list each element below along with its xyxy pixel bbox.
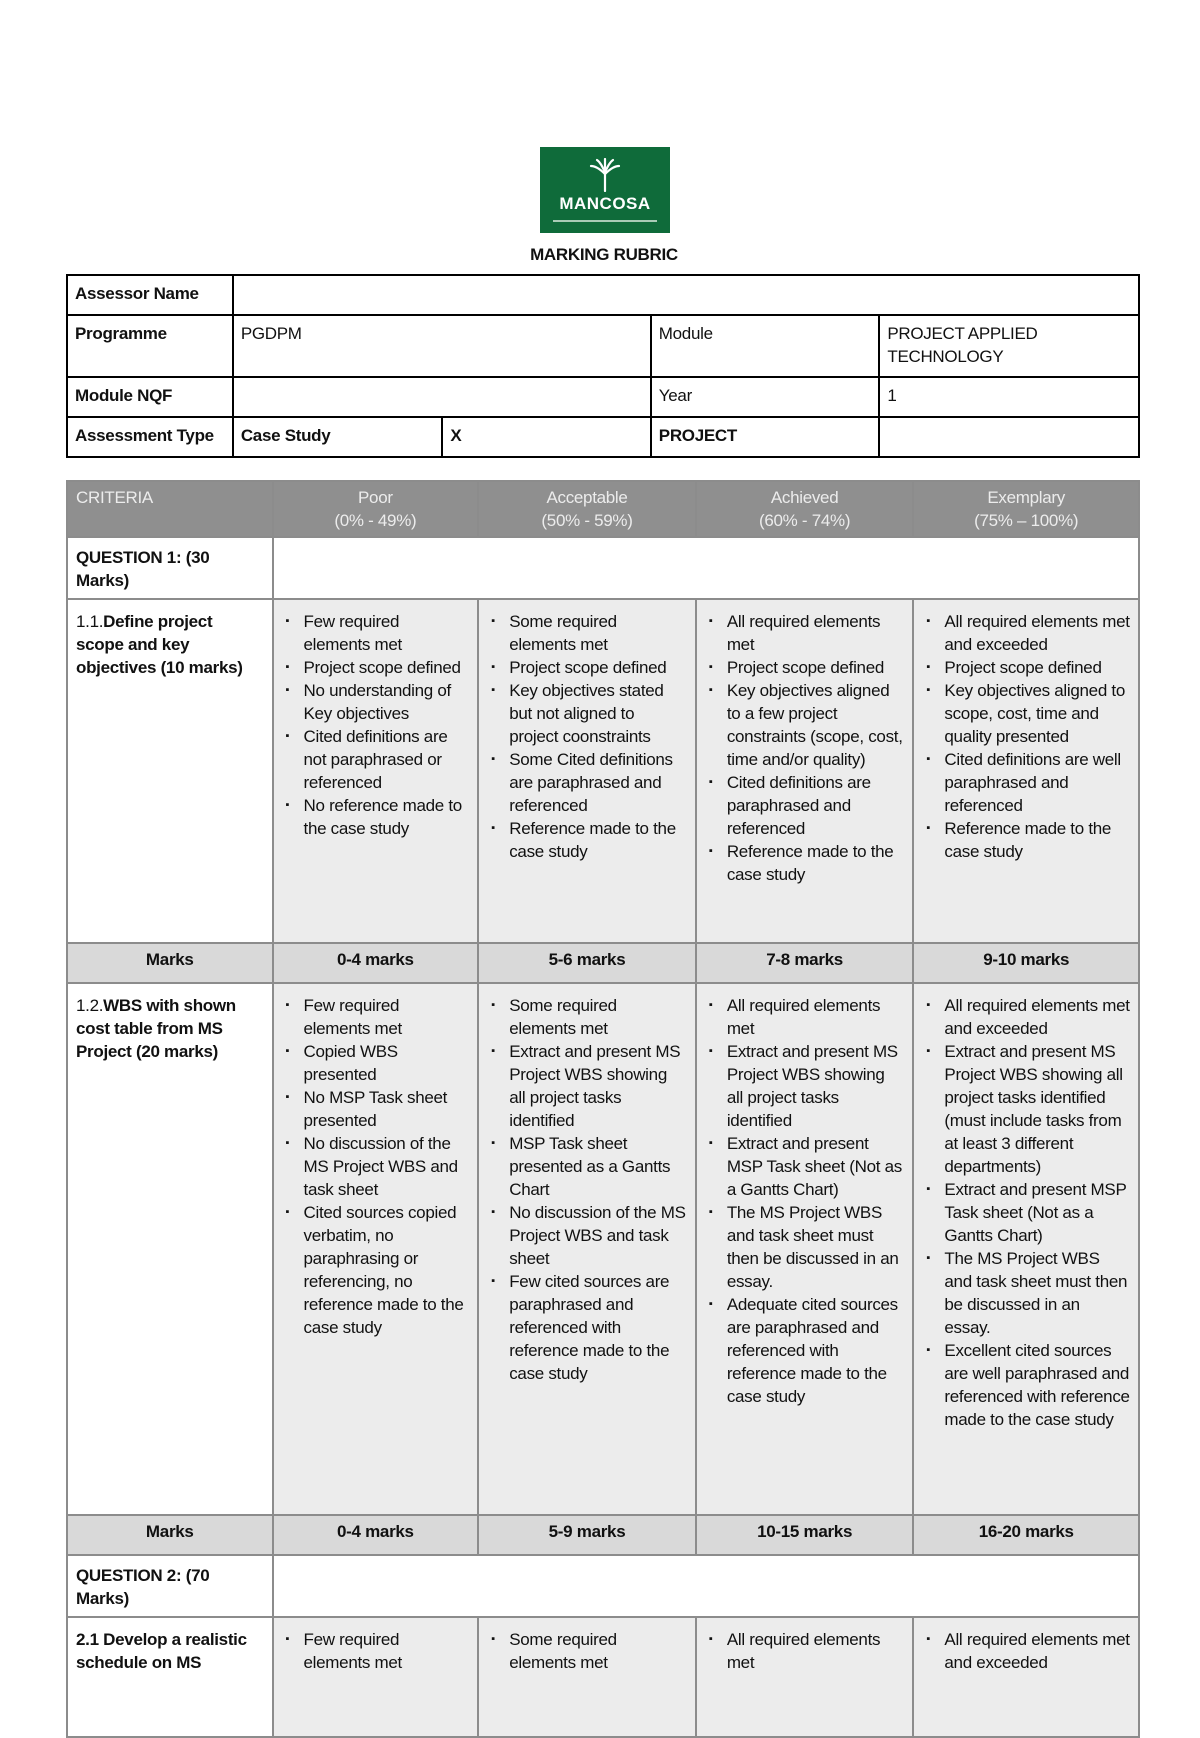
criteria-bullet: ▪ The MS Project WBS and task sheet must then be discussed in an essay. bbox=[727, 1201, 905, 1293]
criteria-bullet: ▪ Few required elements met bbox=[304, 994, 470, 1040]
criteria-bullet: ▪ Extract and present MS Project WBS showing all project tasks identified (must include tasks from at least 3 different departments) bbox=[944, 1040, 1130, 1178]
marks-exemplary: 9-10 marks bbox=[913, 943, 1139, 983]
assessment-type-label: Assessment Type bbox=[67, 417, 233, 457]
criteria-bullet: ▪ Key objectives aligned to a few project constraints (scope, cost, time and/or quality) bbox=[727, 679, 905, 771]
criteria-bullet: ▪ All required elements met and exceeded bbox=[944, 1628, 1130, 1674]
criterion-2-1-poor bbox=[282, 1628, 470, 1674]
criterion-1-2-text: WBS with shown cost table from MS Project (20 marks) bbox=[76, 996, 236, 1061]
marks-acceptable: 5-6 marks bbox=[478, 943, 696, 983]
criterion-1-2-exemplary bbox=[922, 994, 1130, 1431]
criterion-1-1-poor bbox=[282, 610, 470, 840]
criteria-bullet: ▪ Reference made to the case study bbox=[509, 817, 687, 863]
question-1-label: QUESTION 1: (30 Marks) bbox=[67, 537, 273, 599]
exemplary-header bbox=[913, 481, 1139, 537]
criteria-bullet: ▪ MSP Task sheet presented as a Gantts Chart bbox=[509, 1132, 687, 1201]
criterion-1-2-achieved bbox=[705, 994, 905, 1408]
poor-label: Poor bbox=[358, 488, 393, 507]
criterion-1-2-title bbox=[67, 983, 273, 1515]
criteria-bullet: ▪ Reference made to the case study bbox=[727, 840, 905, 886]
criteria-bullet: ▪ All required elements met and exceeded bbox=[944, 994, 1130, 1040]
criterion-1-1-number: 1.1. bbox=[76, 612, 104, 631]
criteria-bullet: ▪ Extract and present MSP Task sheet (Not as a Gantts Chart) bbox=[944, 1178, 1130, 1247]
criteria-bullet: ▪ No discussion of the MS Project WBS and task sheet bbox=[304, 1132, 470, 1201]
logo-tagline bbox=[553, 220, 657, 222]
exemplary-label: Exemplary bbox=[987, 488, 1065, 507]
criteria-bullet: ▪ Cited definitions are well paraphrased and referenced bbox=[944, 748, 1130, 817]
question-1-spacer bbox=[273, 537, 1139, 599]
marks-row-2 bbox=[67, 1515, 1139, 1555]
marks-exemplary: 16-20 marks bbox=[913, 1515, 1139, 1555]
criterion-2-1-acceptable bbox=[487, 1628, 687, 1674]
project-mark[interactable] bbox=[879, 417, 1139, 457]
criteria-bullet: ▪ Some required elements met bbox=[509, 1628, 687, 1674]
criteria-bullet: ▪ Project scope defined bbox=[304, 656, 470, 679]
criteria-bullet: ▪ Adequate cited sources are paraphrased and referenced with reference made to the case study bbox=[727, 1293, 905, 1408]
criterion-1-2-number: 1.2. bbox=[76, 996, 104, 1015]
criterion-2-1-title: 2.1 Develop a realistic schedule on MS bbox=[67, 1617, 273, 1737]
poor-range: (0% - 49%) bbox=[334, 511, 417, 530]
marks-label: Marks bbox=[67, 1515, 273, 1555]
acceptable-label: Acceptable bbox=[546, 488, 628, 507]
marking-rubric-table bbox=[66, 480, 1140, 1738]
question-2-label: QUESTION 2: (70 Marks) bbox=[67, 1555, 273, 1617]
criteria-bullet: ▪ Few required elements met bbox=[304, 1628, 470, 1674]
criteria-bullet: ▪ All required elements met bbox=[727, 610, 905, 656]
criteria-bullet: ▪ The MS Project WBS and task sheet must then be discussed in an essay. bbox=[944, 1247, 1130, 1339]
marks-row-1 bbox=[67, 943, 1139, 983]
project-label: PROJECT bbox=[651, 417, 880, 457]
criterion-2-1-achieved bbox=[705, 1628, 905, 1674]
question-2-spacer bbox=[273, 1555, 1139, 1617]
tree-icon bbox=[585, 158, 625, 192]
criteria-bullet: ▪ Some required elements met bbox=[509, 994, 687, 1040]
case-study-mark[interactable]: X bbox=[442, 417, 650, 457]
criterion-1-1-achieved bbox=[705, 610, 905, 886]
assessment-info-table bbox=[66, 274, 1140, 458]
criterion-2-1-row bbox=[67, 1617, 1139, 1737]
module-label: Module bbox=[651, 315, 880, 377]
acceptable-range: (50% - 59%) bbox=[541, 511, 633, 530]
achieved-range: (60% - 74%) bbox=[759, 511, 851, 530]
programme-label: Programme bbox=[67, 315, 233, 377]
criteria-bullet: ▪ No reference made to the case study bbox=[304, 794, 470, 840]
marks-achieved: 10-15 marks bbox=[696, 1515, 914, 1555]
criteria-bullet: ▪ Project scope defined bbox=[727, 656, 905, 679]
criteria-bullet: ▪ Key objectives aligned to scope, cost, time and quality presented bbox=[944, 679, 1130, 748]
criterion-1-1-title bbox=[67, 599, 273, 943]
rubric-header-row bbox=[67, 481, 1139, 537]
criteria-bullet: ▪ No discussion of the MS Project WBS and task sheet bbox=[509, 1201, 687, 1270]
acceptable-header bbox=[478, 481, 696, 537]
criteria-bullet: ▪ Extract and present MSP Task sheet (Not as a Gantts Chart) bbox=[727, 1132, 905, 1201]
criteria-bullet: ▪ Cited sources copied verbatim, no paraphrasing or referencing, no reference made to the case study bbox=[304, 1201, 470, 1339]
page-title: MARKING RUBRIC bbox=[530, 245, 678, 264]
criteria-bullet: ▪ All required elements met and exceeded bbox=[944, 610, 1130, 656]
criteria-bullet: ▪ Cited definitions are paraphrased and referenced bbox=[727, 771, 905, 840]
criteria-bullet: ▪ No understanding of Key objectives bbox=[304, 679, 470, 725]
module-value: PROJECT APPLIED TECHNOLOGY bbox=[879, 315, 1139, 377]
case-study-label: Case Study bbox=[233, 417, 443, 457]
mancosa-logo bbox=[540, 147, 670, 233]
criteria-header: CRITERIA bbox=[67, 481, 273, 537]
marks-poor: 0-4 marks bbox=[273, 943, 479, 983]
criterion-1-2-poor bbox=[282, 994, 470, 1339]
achieved-label: Achieved bbox=[770, 488, 839, 507]
criterion-1-1-text: Define project scope and key objectives (10 marks) bbox=[76, 612, 243, 677]
criteria-bullet: ▪ Extract and present MS Project WBS showing all project tasks identified bbox=[727, 1040, 905, 1132]
marks-acceptable: 5-9 marks bbox=[478, 1515, 696, 1555]
criteria-bullet: ▪ Project scope defined bbox=[509, 656, 687, 679]
criteria-bullet: ▪ Some required elements met bbox=[509, 610, 687, 656]
criteria-bullet: ▪ Extract and present MS Project WBS showing all project tasks identified bbox=[509, 1040, 687, 1132]
criteria-bullet: ▪ All required elements met bbox=[727, 1628, 905, 1674]
assessor-name-label: Assessor Name bbox=[67, 275, 233, 315]
marks-poor: 0-4 marks bbox=[273, 1515, 479, 1555]
criteria-bullet: ▪ No MSP Task sheet presented bbox=[304, 1086, 470, 1132]
criterion-1-1-exemplary bbox=[922, 610, 1130, 863]
module-nqf-value[interactable] bbox=[233, 377, 651, 417]
marks-achieved: 7-8 marks bbox=[696, 943, 914, 983]
criterion-1-1-acceptable bbox=[487, 610, 687, 863]
logo-text: MANCOSA bbox=[559, 194, 651, 213]
criterion-1-2-acceptable bbox=[487, 994, 687, 1385]
criterion-1-1-row bbox=[67, 599, 1139, 943]
module-nqf-label: Module NQF bbox=[67, 377, 233, 417]
criteria-bullet: ▪ Few required elements met bbox=[304, 610, 470, 656]
criteria-bullet: ▪ Some Cited definitions are paraphrased and referenced bbox=[509, 748, 687, 817]
marks-label: Marks bbox=[67, 943, 273, 983]
criterion-1-2-row bbox=[67, 983, 1139, 1515]
exemplary-range: (75% – 100%) bbox=[974, 511, 1079, 530]
criteria-bullet: ▪ Cited definitions are not paraphrased or referenced bbox=[304, 725, 470, 794]
criteria-bullet: ▪ Few cited sources are paraphrased and referenced with reference made to the case study bbox=[509, 1270, 687, 1385]
criteria-bullet: ▪ Excellent cited sources are well paraphrased and referenced with reference made to the case study bbox=[944, 1339, 1130, 1431]
criteria-bullet: ▪ Reference made to the case study bbox=[944, 817, 1130, 863]
year-value: 1 bbox=[879, 377, 1139, 417]
year-label: Year bbox=[651, 377, 880, 417]
criteria-bullet: ▪ Project scope defined bbox=[944, 656, 1130, 679]
assessor-name-field[interactable] bbox=[233, 275, 1139, 315]
criteria-bullet: ▪ Copied WBS presented bbox=[304, 1040, 470, 1086]
programme-value: PGDPM bbox=[233, 315, 651, 377]
achieved-header bbox=[696, 481, 914, 537]
poor-header bbox=[273, 481, 479, 537]
criteria-bullet: ▪ Key objectives stated but not aligned to project coonstraints bbox=[509, 679, 687, 748]
criterion-2-1-exemplary bbox=[922, 1628, 1130, 1674]
criteria-bullet: ▪ All required elements met bbox=[727, 994, 905, 1040]
